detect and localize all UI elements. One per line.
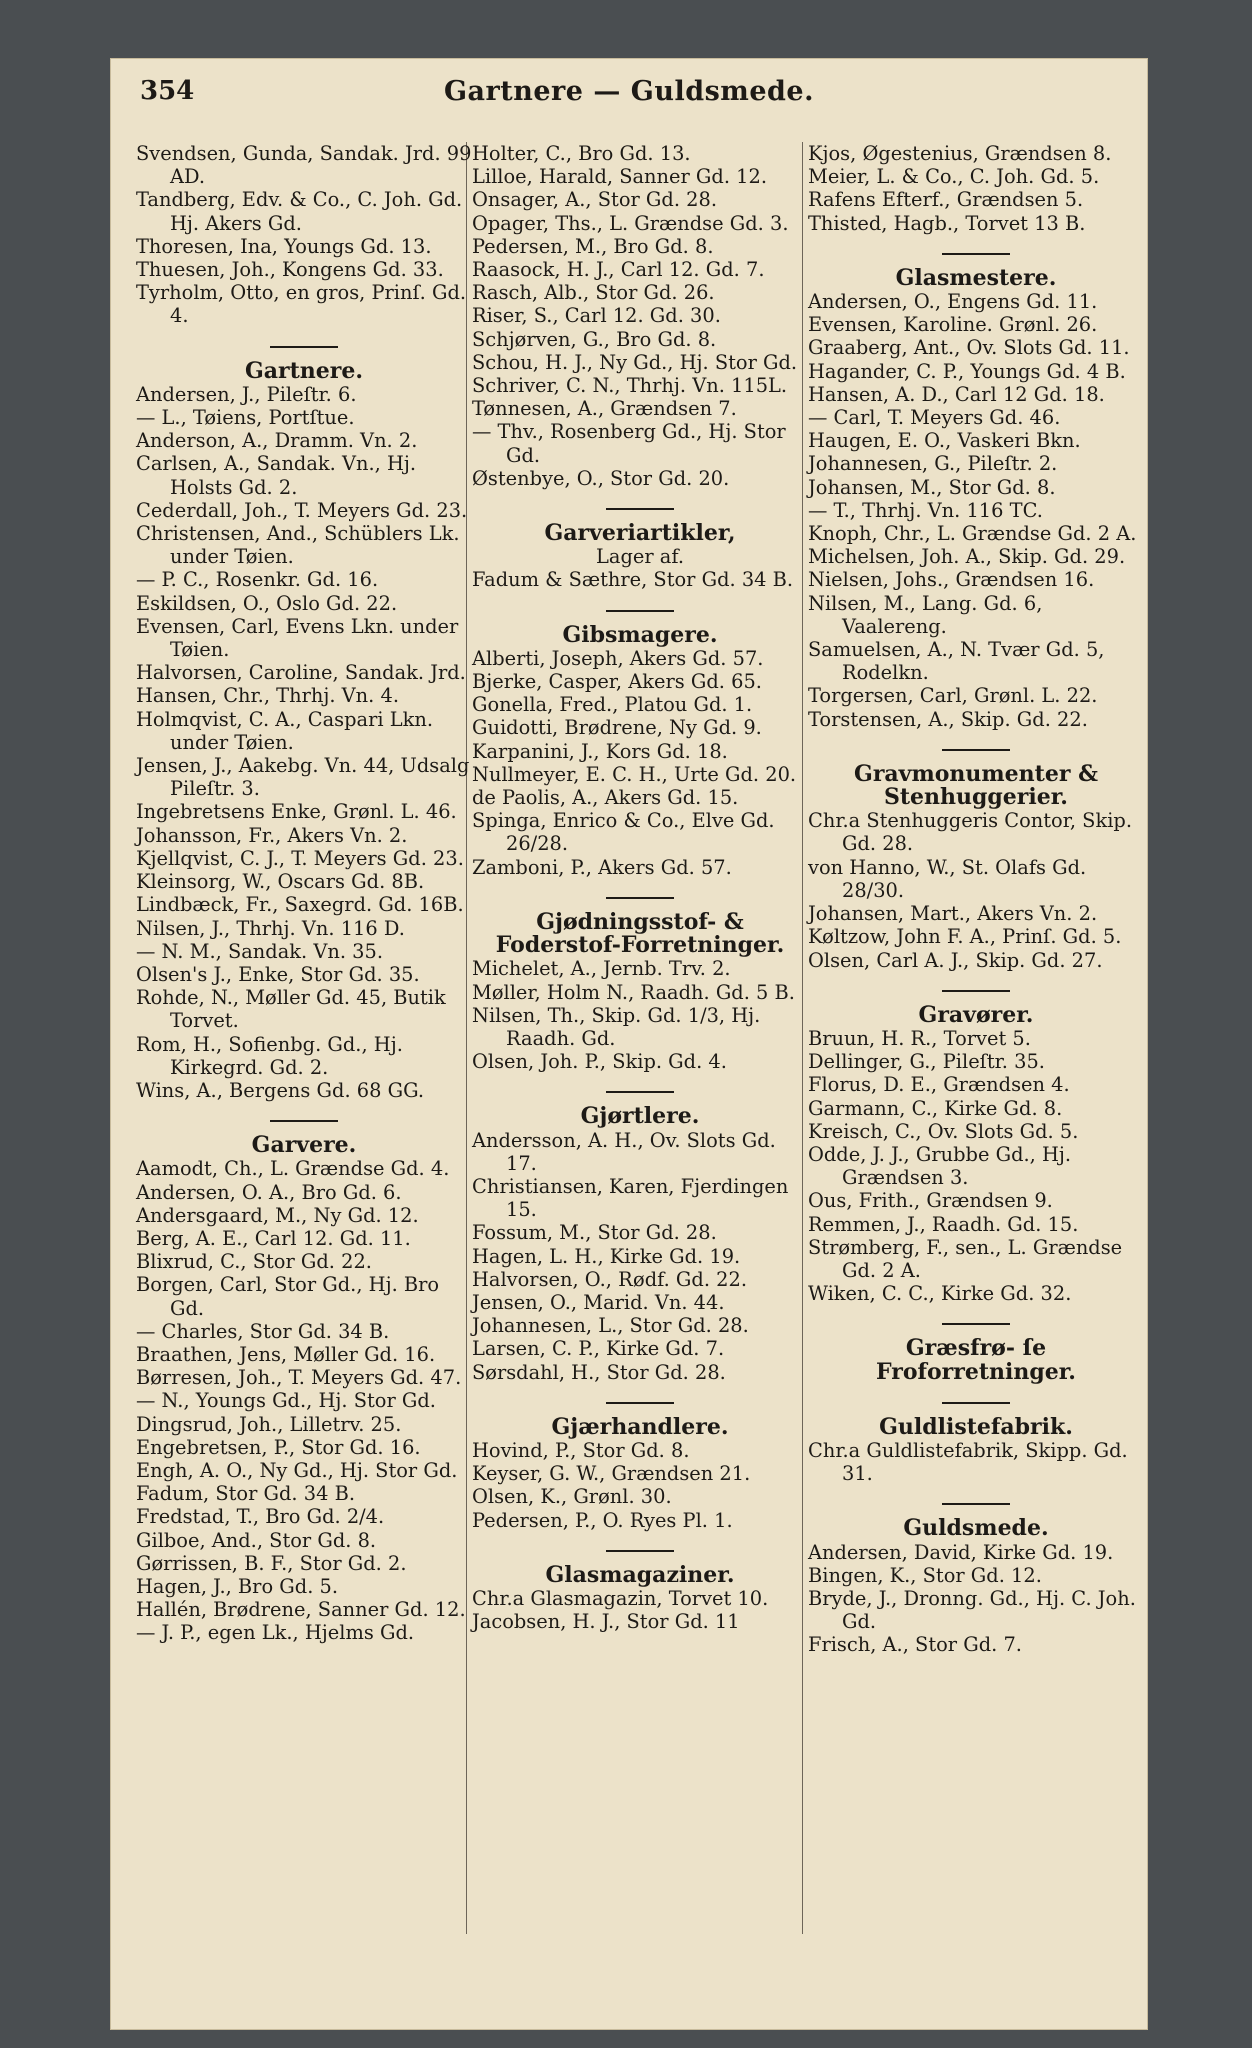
directory-entry: Gonella, Fred., Platou Gd. 1.: [472, 693, 753, 717]
directory-entry: Aamodt, Ch., L. Grændse Gd. 4.: [136, 1157, 450, 1181]
directory-entry: Andersen, J., Pileſtr. 6.: [136, 382, 357, 406]
section-rule: [942, 1402, 1010, 1404]
directory-entry: — N. M., Sandak. Vn. 35.: [136, 939, 383, 963]
directory-entry: Schjørven, G., Bro Gd. 8.: [472, 327, 717, 351]
directory-entry: Meier, L. & Co., C. Joh. Gd. 5.: [808, 165, 1100, 189]
directory-entry: Rasch, Alb., Stor Gd. 26.: [472, 281, 715, 305]
directory-entry: Kjos, Øgestenius, Grændsen 8.: [808, 142, 1112, 165]
directory-entry: Halvorsen, O., Rødf. Gd. 22.: [472, 1267, 747, 1291]
section-heading: Guldsmede.: [903, 1515, 1049, 1542]
column-2: [472, 142, 808, 1633]
directory-entry: Frisch, A., Stor Gd. 7.: [808, 1633, 1022, 1657]
directory-entry: Hansen, A. D., Carl 12 Gd. 18.: [808, 382, 1105, 406]
directory-entry: Raasock, H. J., Carl 12. Gd. 7.: [472, 258, 765, 282]
directory-entry: Florus, D. E., Grændsen 4.: [808, 1073, 1070, 1097]
directory-entry: Nullmeyer, E. C. H., Urte Gd. 20.: [472, 762, 797, 786]
directory-entry: Carlsen, A., Sandak. Vn., Hj. Holsts Gd. 2.: [136, 452, 417, 499]
directory-entry: von Hanno, W., St. Olafs Gd. 28/30.: [808, 855, 1087, 902]
directory-entry: Eskildsen, O., Oslo Gd. 22.: [136, 591, 398, 615]
section-heading: Græsfrø- ſe Froforretninger.: [876, 1335, 1076, 1385]
directory-entry: Anderson, A., Dramm. Vn. 2.: [136, 429, 418, 453]
directory-entry: Cederdall, Joh., T. Meyers Gd. 23.: [136, 498, 468, 522]
directory-entry: — N., Youngs Gd., Hj. Stor Gd.: [136, 1389, 436, 1413]
column-3: [808, 142, 1144, 1657]
directory-entry: — Charles, Stor Gd. 34 B.: [136, 1319, 390, 1343]
section-rule: [606, 1550, 674, 1552]
directory-entry: Fossum, M., Stor Gd. 28.: [472, 1221, 717, 1245]
directory-entry: Hansen, Chr., Thrhj. Vn. 4.: [136, 684, 399, 708]
directory-entry: — Thv., Rosenberg Gd., Hj. Stor Gd.: [472, 420, 786, 467]
directory-entry: Evensen, Carl, Evens Lkn. under Tøien.: [136, 614, 459, 662]
directory-entry: Wins, A., Bergens Gd. 68 GG.: [136, 1078, 425, 1102]
section-rule: [606, 897, 674, 899]
directory-entry: Schou, H. J., Ny Gd., Hj. Stor Gd.: [472, 350, 798, 374]
section-heading: Glasmestere.: [895, 264, 1057, 291]
section-heading: Guldlistefabrik.: [879, 1413, 1073, 1440]
directory-entry: Rom, H., Sofienbg. Gd., Hj. Kirkegrd. Gd. 2.: [136, 1032, 403, 1079]
directory-entry: Jensen, J., Aakebg. Vn. 44, Udsalg Pileſtr. 3.: [136, 754, 470, 801]
directory-entry: Andersgaard, M., Ny Gd. 12.: [136, 1203, 419, 1227]
directory-entry: Hagen, L. H., Kirke Gd. 19.: [472, 1244, 741, 1268]
directory-entry: — P. C., Rosenkr. Gd. 16.: [136, 568, 379, 592]
directory-entry: Lilloe, Harald, Sanner Gd. 12.: [472, 165, 767, 189]
directory-entry: Larsen, C. P., Kirke Gd. 7.: [472, 1337, 725, 1361]
directory-entry: Tønnesen, A., Grændsen 7.: [472, 397, 737, 421]
directory-entry: Graaberg, Ant., Ov. Slots Gd. 11.: [808, 336, 1130, 360]
directory-entry: Rafens Efterf., Grændsen 5.: [808, 188, 1084, 212]
directory-entry: Schriver, C. N., Thrhj. Vn. 115L.: [472, 374, 788, 398]
directory-entry: Onsager, A., Stor Gd. 28.: [472, 188, 717, 212]
section-heading: Garvere.: [251, 1132, 357, 1159]
directory-entry: Nielsen, Johs., Grændsen 16.: [808, 568, 1095, 592]
directory-entry: Odde, J. J., Grubbe Gd., Hj. Grændsen 3.: [808, 1142, 1072, 1190]
directory-entry: Nilsen, M., Lang. Gd. 6, Vaalereng.: [808, 591, 1043, 638]
section-rule: [942, 749, 1010, 751]
directory-entry: Andersson, A. H., Ov. Slots Gd. 17.: [472, 1128, 776, 1175]
directory-entry: — T., Thrhj. Vn. 116 TC.: [808, 498, 1043, 522]
section-heading: Gjærhandlere.: [551, 1413, 729, 1440]
directory-entry: Spinga, Enrico & Co., Elve Gd. 26/28.: [472, 809, 775, 856]
section-rule: [942, 1503, 1010, 1505]
directory-entry: Engh, A. O., Ny Gd., Hj. Stor Gd.: [136, 1458, 458, 1482]
directory-entry: Nilsen, Th., Skip. Gd. 1/3, Hj. Raadh. Gd.: [472, 1003, 761, 1050]
directory-entry: Alberti, Joseph, Akers Gd. 57.: [472, 646, 764, 670]
directory-entry: Andersen, O., Engens Gd. 11.: [808, 290, 1098, 314]
directory-entry: Chr.a Stenhuggeris Contor, Skip. Gd. 28.: [808, 809, 1132, 856]
directory-entry: Keyser, G. W., Grændsen 21.: [472, 1462, 751, 1486]
directory-entry: Wiken, C. C., Kirke Gd. 32.: [808, 1282, 1072, 1306]
section-rule: [270, 1120, 338, 1122]
directory-entry: — L., Tøiens, Portſtue.: [136, 406, 355, 430]
directory-entry: de Paolis, A., Akers Gd. 15.: [472, 786, 739, 810]
directory-entry: Rohde, N., Møller Gd. 45, Butik Torvet.: [136, 986, 446, 1033]
directory-entry: Kjellqvist, C. J., T. Meyers Gd. 23.: [136, 846, 464, 870]
directory-entry: Thoresen, Ina, Youngs Gd. 13.: [136, 234, 432, 258]
directory-entry: Køltzow, John F. A., Prinſ. Gd. 5.: [808, 925, 1122, 949]
section-rule: [606, 610, 674, 612]
directory-entry: Berg, A. E., Carl 12. Gd. 11.: [136, 1226, 411, 1250]
directory-entry: Johansen, M., Stor Gd. 8.: [808, 475, 1056, 499]
directory-entry: Fadum, Stor Gd. 34 B.: [136, 1482, 355, 1506]
directory-entry: Lindbæck, Fr., Saxegrd. Gd. 16B.: [136, 893, 464, 917]
directory-entry: Braathen, Jens, Møller Gd. 16.: [136, 1342, 436, 1366]
section-rule: [270, 346, 338, 348]
directory-entry: Østenbye, O., Stor Gd. 20.: [472, 466, 730, 490]
directory-entry: Andersen, David, Kirke Gd. 19.: [808, 1540, 1114, 1564]
directory-entry: Svendsen, Gunda, Sandak. Jrd. 99 AD.: [136, 142, 472, 189]
directory-entry: Tyrholm, Otto, en gros, Prinſ. Gd. 4.: [136, 281, 467, 328]
directory-entry: Johansen, Mart., Akers Vn. 2.: [808, 902, 1098, 926]
directory-entry: Ingebretsens Enke, Grønl. L. 46.: [136, 800, 457, 824]
directory-entry: Dellinger, G., Pileſtr. 35.: [808, 1050, 1045, 1074]
directory-entry: Olsen, K., Grønl. 30.: [472, 1485, 672, 1509]
directory-entry: Chr.a Glasmagazin, Torvet 10.: [472, 1586, 769, 1610]
section-heading: Gravører.: [918, 1001, 1034, 1028]
directory-entry: Tandberg, Edv. & Co., C. Joh. Gd. Hj. Akers Gd.: [136, 188, 463, 235]
section-heading: Gjødningsstof- & Foderstof-Forretninger.: [495, 908, 785, 959]
directory-entry: Bjerke, Casper, Akers Gd. 65.: [472, 670, 762, 694]
directory-entry: Jensen, O., Marid. Vn. 44.: [472, 1290, 725, 1314]
directory-entry: Opager, Ths., L. Grændse Gd. 3.: [472, 211, 789, 235]
directory-page: [110, 58, 1148, 2030]
directory-entry: Bruun, H. R., Torvet 5.: [808, 1026, 1031, 1050]
section-rule: [942, 253, 1010, 255]
directory-entry: Holmqvist, C. A., Caspari Lkn. under Tøien.: [136, 707, 434, 754]
running-head: Gartnere — Guldsmede.: [444, 76, 814, 107]
directory-entry: Thuesen, Joh., Kongens Gd. 33.: [136, 258, 444, 282]
directory-entry: Olsen, Carl A. J., Skip. Gd. 27.: [808, 948, 1103, 972]
directory-entry: Torgersen, Carl, Grønl. L. 22.: [808, 684, 1098, 708]
directory-entry: — Carl, T. Meyers Gd. 46.: [808, 406, 1061, 430]
directory-entry: Evensen, Karoline. Grønl. 26.: [808, 313, 1098, 337]
directory-entry: Møller, Holm N., Raadh. Gd. 5 B.: [472, 980, 795, 1004]
directory-entry: Ous, Frith., Grændsen 9.: [808, 1189, 1053, 1213]
directory-entry: Garmann, C., Kirke Gd. 8.: [808, 1096, 1063, 1120]
directory-entry: — J. P., egen Lk., Hjelms Gd.: [136, 1621, 415, 1645]
directory-entry: Sørsdahl, H., Stor Gd. 28.: [472, 1360, 726, 1384]
section-heading: Gartnere.: [244, 357, 364, 384]
directory-entry: Engebretsen, P., Stor Gd. 16.: [136, 1435, 421, 1459]
directory-entry: Johannesen, G., Pileſtr. 2.: [808, 452, 1058, 476]
directory-entry: Fadum & Sæthre, Stor Gd. 34 B.: [472, 568, 794, 592]
directory-entry: Thisted, Hagb., Torvet 13 B.: [808, 211, 1086, 235]
directory-entry: Hallén, Brødrene, Sanner Gd. 12.: [136, 1598, 466, 1622]
directory-entry: Michelsen, Joh. A., Skip. Gd. 29.: [808, 545, 1126, 569]
section-rule: [606, 1402, 674, 1404]
directory-entry: Johansson, Fr., Akers Vn. 2.: [136, 823, 408, 847]
directory-entry: Zamboni, P., Akers Gd. 57.: [472, 855, 732, 879]
directory-entry: Knoph, Chr., L. Grændse Gd. 2 A.: [808, 522, 1137, 546]
directory-entry: Torstensen, A., Skip. Gd. 22.: [808, 707, 1088, 731]
section-rule: [942, 990, 1010, 992]
directory-entry: Riser, S., Carl 12. Gd. 30.: [472, 304, 721, 328]
directory-entry: Johannesen, L., Stor Gd. 28.: [472, 1314, 749, 1338]
directory-entry: Borgen, Carl, Stor Gd., Hj. Bro Gd.: [136, 1273, 440, 1320]
directory-entry: Olsen, Joh. P., Skip. Gd. 4.: [472, 1050, 727, 1074]
directory-entry: Bryde, J., Dronng. Gd., Hj. C. Joh. Gd.: [808, 1586, 1136, 1634]
directory-entry: Michelet, A., Jernb. Trv. 2.: [472, 957, 731, 981]
directory-entry: Remmen, J., Raadh. Gd. 15.: [808, 1212, 1079, 1236]
directory-entry: Karpanini, J., Kors Gd. 18.: [472, 739, 728, 763]
directory-entry: Haugen, E. O., Vaskeri Bkn.: [808, 429, 1081, 453]
directory-entry: Hagander, C. P., Youngs Gd. 4 B.: [808, 359, 1126, 383]
directory-entry: Dingsrud, Joh., Lilletrv. 25.: [136, 1412, 402, 1436]
directory-entry: Bingen, K., Stor Gd. 12.: [808, 1563, 1042, 1587]
directory-entry: Samuelsen, A., N. Tvær Gd. 5, Rodelkn.: [808, 638, 1105, 685]
directory-entry: Kreisch, C., Ov. Slots Gd. 5.: [808, 1119, 1079, 1143]
section-heading: Gravmonumenter & Stenhuggerier.: [854, 760, 1098, 811]
directory-entry: Fredstad, T., Bro Gd. 2/4.: [136, 1505, 385, 1529]
column-1: [136, 142, 472, 1645]
directory-entry: Christensen, And., Schüblers Lk. under Tøien.: [136, 522, 460, 569]
section-rule: [606, 508, 674, 510]
directory-entry: Christiansen, Karen, Fjerdingen 15.: [472, 1174, 789, 1222]
directory-entry: Andersen, O. A., Bro Gd. 6.: [136, 1180, 402, 1204]
section-heading: Garveriartikler,: [544, 520, 736, 547]
directory-entry: Guidotti, Brødrene, Ny Gd. 9.: [472, 716, 762, 740]
directory-entry: Børresen, Joh., T. Meyers Gd. 47.: [136, 1366, 462, 1390]
directory-entry: Pedersen, P., O. Ryes Pl. 1.: [472, 1508, 733, 1532]
directory-entry: Pedersen, M., Bro Gd. 8.: [472, 234, 714, 258]
directory-entry: Gørrissen, B. F., Stor Gd. 2.: [136, 1551, 407, 1575]
directory-entry: Gilboe, And., Stor Gd. 8.: [136, 1528, 377, 1552]
section-rule: [606, 1091, 674, 1093]
section-heading: Gjørtlere.: [580, 1103, 700, 1130]
directory-entry: Hovind, P., Stor Gd. 8.: [472, 1438, 690, 1462]
directory-entry: Nilsen, J., Thrhj. Vn. 116 D.: [136, 916, 405, 940]
section-rule: [942, 1323, 1010, 1325]
directory-entry: Holter, C., Bro Gd. 13.: [472, 142, 691, 165]
directory-entry: Halvorsen, Caroline, Sandak. Jrd.: [136, 661, 466, 685]
directory-entry: Chr.a Guldlistefabrik, Skipp. Gd. 31.: [808, 1438, 1128, 1486]
section-subheading: Lager af.: [596, 545, 684, 569]
section-heading: Gibsmagere.: [562, 621, 718, 648]
directory-entry: Blixrud, C., Stor Gd. 22.: [136, 1250, 372, 1274]
directory-entry: Kleinsorg, W., Oscars Gd. 8B.: [136, 870, 425, 894]
directory-entry: Jacobsen, H. J., Stor Gd. 11: [472, 1610, 740, 1634]
page-number: 354: [140, 76, 195, 106]
directory-entry: Hagen, J., Bro Gd. 5.: [136, 1574, 339, 1598]
directory-entry: Olsen's J., Enke, Stor Gd. 35.: [136, 962, 420, 986]
directory-entry: Strømberg, F., sen., L. Grændse Gd. 2 A.: [808, 1235, 1123, 1282]
section-heading: Glasmagaziner.: [545, 1561, 735, 1588]
